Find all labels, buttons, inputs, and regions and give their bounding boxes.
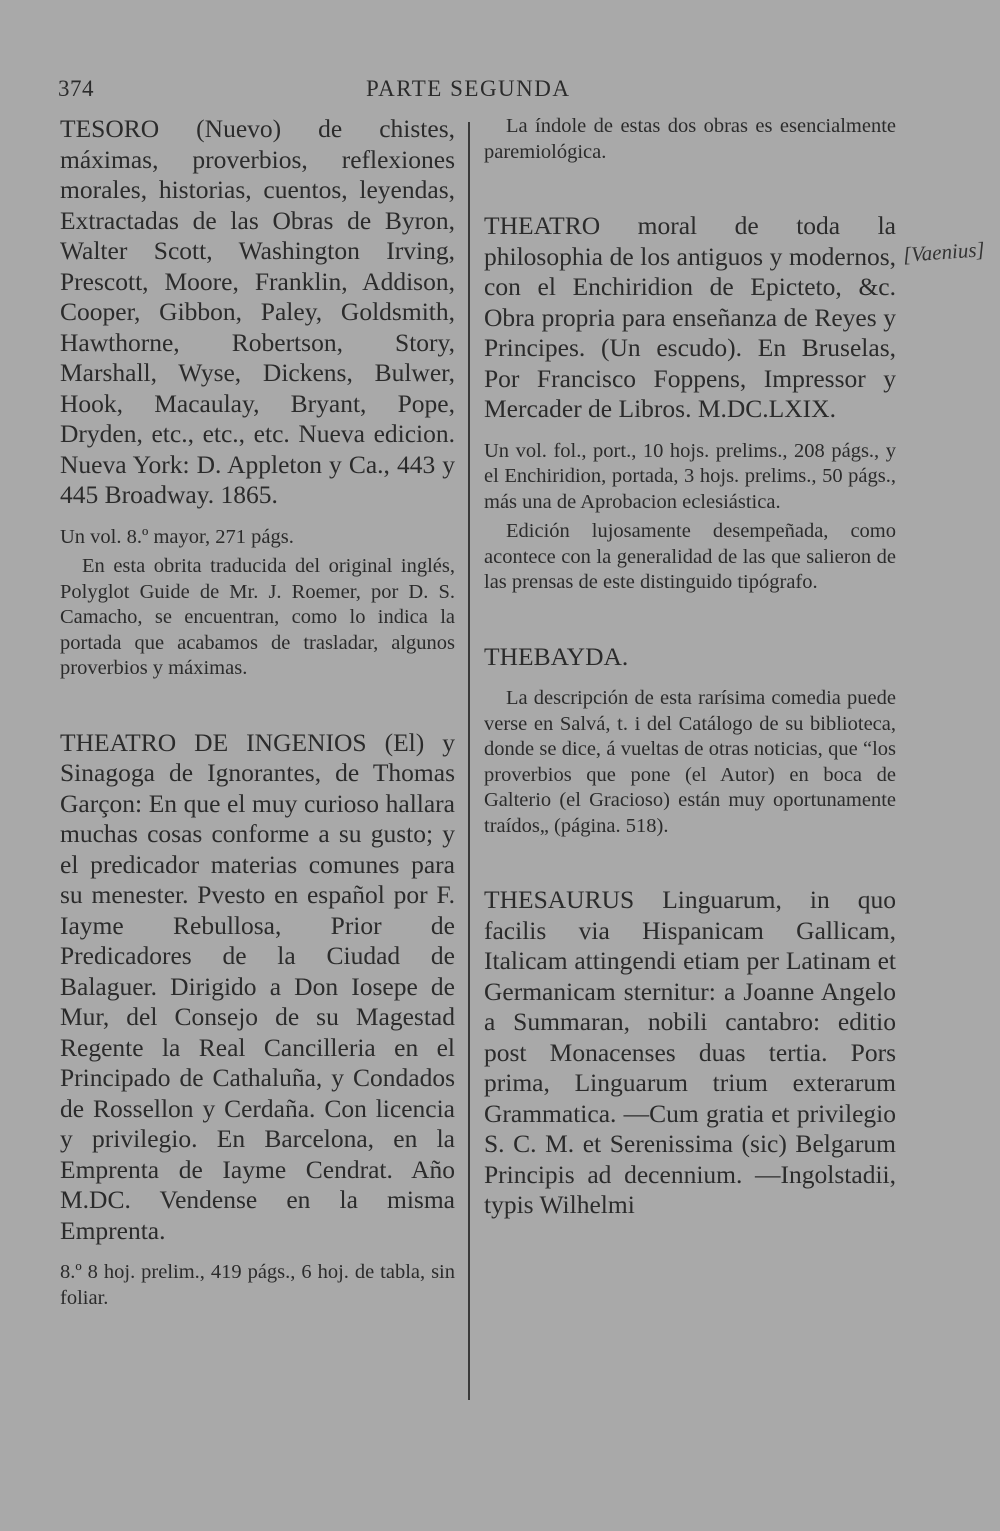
- entry-heading-tesoro: TESORO (Nuevo) de chistes, máximas, proverbios, reflexiones morales, historias, cuentos, leyendas, Extractadas de las Obras de Byron, Walter Scott, Washington Irving, Prescott, Moore, Franklin, Addison, Cooper, Gibbon, Paley, Goldsmith, Hawthorne, Robertson, Story, Marshall, Wyse, Dickens, Bulwer, Hook, Macaulay, Bryant, Pope, Dryden, etc., etc., etc. Nueva edicion. Nueva York: D. Appleton y Ca., 443 y 445 Broadway. 1865.: [60, 114, 455, 509]
- entry-heading-thesaurus: THESAURUS Linguarum, in quo facilis via Hispanicam Gallicam, Italicam attingendi etiam per Latinam et Germanicam sternitur: a Joanne Angelo a Summaran, nobili cantabro: editio post Monacenses duas tertia. Pors prima, Linguarum trium exterarum Grammatica. —Cum gratia et privilegio S. C. M. et Serenissima (sic) Belgarum Principis ad decennium. —Ingolstadii, typis Wilhelmi: [484, 885, 896, 1219]
- entry-note: En esta obrita traducida del original inglés, Polyglot Guide de Mr. J. Roemer, por D. S. Camacho, se encuentran, como lo indica la portada que acabamos de trasladar, algunos proverbios y máximas.: [60, 555, 455, 679]
- column-divider: [468, 122, 470, 1400]
- entry-note: Edición lujosamente desempeñada, como acontece con la generalidad de las que salieron de las prensas de este distinguido tipógrafo.: [484, 520, 896, 593]
- entry-heading-theatro-moral: THEATRO moral de toda la philosophia de los antiguos y modernos, con el Enchiridion de Epicteto, &c. Obra propria para enseñanza de Reyes y Principes. (Un escudo). En Bruselas, Por Francisco Foppens, Impressor y Mercader de Libros. M.DC.LXIX.: [484, 211, 896, 423]
- entry-heading-theatro-ingenios: THEATRO DE INGENIOS (El) y Sinagoga de Ignorantes, de Thomas Garçon: En que el muy curioso hallara muchas cosas conforme a su gusto; y el predicador materias comunes para su menester. Pvesto en español por F. Iayme Rebullosa, Prior de Predicadores de la Ciudad de Balaguer. Dirigido a Don Iosepe de Mur, del Consejo de su Magestad Regente la Real Cancilleria en el Principado de Cathaluña, y Condados de Rossellon y Cerdaña. Con licencia y privilegio. En Barcelona, en la Emprenta de Iayme Cendrat. Año M.DC. Vendense en la misma Emprenta.: [60, 727, 455, 1245]
- entry-note-continuation: La índole de estas dos obras es esencialmente paremiológica.: [484, 115, 896, 163]
- entry-note: La descripción de esta rarísima comedia puede verse en Salvá, t. i del Catálogo de su biblioteca, donde se dice, á vueltas de otras noticias, que “los proverbios que pone (el Autor) en boca de Galterio (el Gracioso) están muy oportunamente traídos„ (página. 518).: [484, 687, 896, 837]
- entry-note: Un vol. fol., port., 10 hojs. prelims., 208 págs., y el Enchiridion, portada, 3 hojs. prelims., 50 págs., más una de Aprobacion eclesiástica.: [484, 439, 896, 513]
- right-column: [484, 114, 896, 1221]
- page-number: 374: [58, 76, 94, 101]
- handwritten-marginal-note: [Vaenius]: [902, 237, 986, 267]
- entry-note: 8.º 8 hoj. prelim., 419 págs., 6 hoj. de tabla, sin foliar.: [60, 1261, 455, 1309]
- left-column: [60, 114, 455, 1311]
- page-header: [58, 76, 938, 110]
- entry-heading-thebayda: THEBAYDA.: [484, 641, 629, 671]
- running-title: PARTE SEGUNDA: [366, 76, 571, 101]
- entry-note: Un vol. 8.º mayor, 271 págs.: [60, 525, 294, 548]
